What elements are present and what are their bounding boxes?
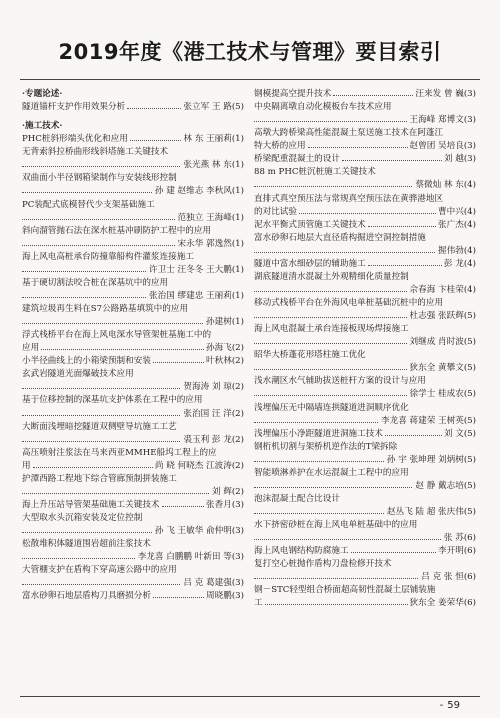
entry-authors: 刘 文(5) — [443, 428, 476, 439]
title-rule — [20, 79, 480, 80]
footer-rule — [20, 696, 480, 697]
leader-dots — [33, 460, 153, 468]
entry-title: PC装配式底模替代少支架基础施工 — [22, 199, 155, 210]
leader-dots — [368, 258, 442, 266]
index-entry — [254, 219, 476, 232]
entry-title: 大管棚支护在盾构下穿高速公路中的应用 — [22, 565, 177, 576]
index-entry — [22, 199, 244, 225]
page-number-dash: - — [439, 700, 444, 711]
entry-title: 钢桁机切割与架桥机逆作法的T梁拆除 — [254, 441, 398, 452]
index-entry — [254, 428, 476, 441]
entry-title: 海上风电混凝土承台连接板现场焊接施工 — [254, 324, 409, 335]
entry-title: 浅埋偏压无中隔墙连拱隧道进洞顺序优化 — [254, 402, 409, 413]
entry-authors: 林 东 王丽莉(1) — [183, 134, 244, 145]
index-entry — [254, 323, 476, 349]
entry-authors: 佘春海 卞桂荣(4) — [409, 284, 476, 295]
leader-dots — [254, 310, 407, 318]
entry-authors: 狄东全 黄攀文(5) — [409, 363, 476, 374]
leader-dots — [342, 153, 442, 161]
leader-dots — [385, 428, 442, 436]
leader-dots — [22, 551, 135, 559]
leader-dots — [22, 525, 152, 533]
entry-title: 昭华大桥蓬花形塔柱施工优化 — [254, 350, 366, 361]
entry-authors: 狄东全 姜荣华(6) — [409, 598, 476, 609]
leader-dots — [254, 336, 407, 344]
entry-authors: 杜志强 张跃辉(5) — [409, 311, 476, 322]
leader-dots — [308, 140, 408, 148]
entry-authors: 李开明(6) — [438, 546, 476, 557]
entry-authors: 蔡微灿 林 东(4) — [415, 180, 476, 191]
index-entry — [254, 558, 476, 584]
entry-title: 钢模提高空提升技术 — [254, 89, 332, 99]
entry-title: 基于硬切割法咬合桩在深基坑中的应用 — [22, 277, 169, 288]
index-entry — [254, 193, 476, 219]
entry-title: 海上升压站导管架基础施工关键技术 — [22, 499, 160, 510]
entry-authors: 李龙喜 蒋建荣 王树英(5) — [381, 415, 476, 426]
leader-dots — [299, 206, 436, 214]
entry-authors: 曹中兴(4) — [438, 206, 476, 217]
entry-authors: 刘 辉(2) — [211, 486, 244, 497]
entry-authors: 尚 晓 何晓杰 江波涛(2) — [154, 460, 244, 471]
entry-authors: 张香月(3) — [206, 499, 244, 510]
leader-dots — [130, 133, 182, 141]
index-entry — [254, 493, 476, 519]
entry-authors: 许卫士 汪冬冬 王大鹏(1) — [149, 264, 244, 275]
entry-title: 小半径曲线上的小箱梁预制和安装 — [22, 356, 151, 367]
index-entry — [254, 441, 476, 467]
entry-title: 应用 — [22, 343, 40, 354]
entry-title: 玄武岩隧道光面爆破技术应用 — [22, 369, 134, 380]
entry-authors: 孙海飞(2) — [206, 343, 244, 354]
leader-dots — [254, 362, 407, 370]
leader-dots — [22, 212, 175, 220]
entry-title: 水下挤密砂桩在海上风电单桩基础中的应用 — [254, 520, 418, 531]
index-entry — [22, 564, 244, 590]
entry-authors: 李龙喜 白鹏鹏 叶新田 等(3) — [137, 552, 244, 563]
entry-authors: 贺海涛 刘 琼(2) — [183, 382, 244, 393]
left-column — [22, 88, 244, 603]
leader-dots — [254, 415, 378, 423]
index-entry — [254, 153, 476, 166]
index-entry — [22, 394, 244, 420]
leader-dots — [22, 264, 146, 272]
leader-dots — [254, 454, 384, 462]
leader-dots — [22, 290, 146, 298]
index-entry — [22, 447, 244, 473]
entry-authors: 握伟勃(4) — [438, 245, 476, 256]
leader-dots — [22, 185, 152, 193]
entry-authors: 孙建树(1) — [206, 317, 244, 328]
entry-authors: 汪来发 曾 巍(3) — [415, 89, 476, 99]
index-entry — [254, 402, 476, 428]
index-entry — [22, 355, 244, 368]
entry-title: 斜向溜管抛石法在深水桩基冲刷防护工程中的应用 — [22, 225, 212, 236]
entry-title: 海上风电高桩承台防撞靠船构件灌浆连接施工 — [22, 251, 194, 262]
leader-dots — [22, 159, 180, 167]
entry-authors: 彭 龙(4) — [443, 258, 476, 269]
entry-authors: 张广杰(4) — [438, 219, 476, 230]
entry-title: 大型取水头沉箱安装及定位控制 — [22, 513, 143, 523]
index-entry — [254, 101, 476, 127]
entry-title: 直排式真空预压法与常规真空预压法在黄骅港地区 — [254, 193, 444, 204]
index-entry — [22, 368, 244, 394]
index-entry — [22, 421, 244, 447]
leader-dots — [162, 499, 205, 507]
leader-dots — [254, 388, 407, 396]
leader-dots — [333, 88, 413, 96]
page-title: 2019年度《港工技术与管理》要目索引 — [58, 40, 442, 64]
entry-title: 海上风电钢结构防腐施工 — [254, 546, 349, 557]
leader-dots — [254, 284, 407, 292]
leader-dots — [153, 355, 204, 363]
entry-title: 复打空心桩抛作盾构刀盘检修开技术 — [254, 559, 392, 570]
entry-title: 基于位移控制的深基坑支护体系在工程中的应用 — [22, 395, 203, 406]
entry-title: 泡沫混凝土配合比设计 — [254, 493, 340, 504]
index-entry — [254, 258, 476, 271]
index-entry — [254, 166, 476, 192]
index-entry — [254, 297, 476, 323]
entry-authors: 王海峰 郑博文(3) — [409, 115, 476, 126]
entry-title: 双曲面小半径钢箱梁制作与安装线形控制 — [22, 173, 177, 184]
index-entry — [254, 519, 476, 545]
leader-dots — [22, 434, 180, 442]
leader-dots — [41, 342, 204, 350]
index-entry — [22, 277, 244, 303]
entry-title: 浅埋偏压小净距隧道进洞施工技术 — [254, 428, 383, 439]
index-entry — [254, 232, 476, 258]
page-number-value: 59 — [447, 700, 460, 711]
entry-title: 高墩大跨桥梁高性能混凝土泵送施工技术在阿蓬江 — [254, 128, 444, 139]
leader-dots — [127, 101, 181, 109]
entry-authors: 吕 克 张 恒(6) — [421, 572, 476, 583]
index-entry — [22, 499, 244, 512]
entry-authors: 范独立 王海峰(1) — [177, 212, 244, 223]
index-entry — [254, 127, 476, 153]
entry-title: 88 m PHC桩沉桩施工关键技术 — [254, 167, 376, 178]
entry-authors: 周晓鹏(3) — [206, 591, 244, 602]
entry-title: 湖底隧道清水混凝土外观精细化质量控制 — [254, 271, 409, 282]
index-entry — [22, 329, 244, 355]
leader-dots — [22, 486, 209, 494]
entry-title: 大断面浅埋暗挖隧道双侧壁导坑施工工艺 — [22, 421, 177, 432]
entry-authors: 张 苏(6) — [443, 533, 476, 544]
index-entry — [254, 88, 476, 101]
leader-dots — [254, 532, 441, 540]
leader-dots — [254, 245, 435, 253]
entry-authors: 宋永华 郭逸然(1) — [177, 238, 244, 249]
leader-dots — [265, 597, 408, 605]
entry-authors: 刘 越(3) — [443, 154, 476, 165]
entry-title: 智能喷淋养护在水运混凝土工程中的应用 — [254, 467, 409, 478]
index-entry — [22, 133, 244, 146]
entry-authors: 孙 飞 王敏华 俞仲明(3) — [154, 526, 244, 537]
index-entry — [254, 349, 476, 375]
index-entry — [22, 473, 244, 499]
leader-dots — [254, 480, 412, 488]
index-entry — [254, 271, 476, 297]
leader-dots — [22, 381, 180, 389]
entry-title: 松散堆积体隧道围岩超前注浆技术 — [22, 539, 151, 550]
section-heading: ·施工技术· — [22, 121, 63, 132]
entry-title: 无背索斜拉桥曲形线斜塔施工关键技术 — [22, 147, 169, 158]
entry-authors: 吕 克 葛建强(3) — [183, 578, 244, 589]
leader-dots — [254, 114, 407, 122]
entry-authors: 张治国 缪建忠 王丽莉(1) — [149, 290, 244, 301]
index-entry — [22, 225, 244, 251]
entry-title: 泥水平衡式顶管施工关键技术 — [254, 219, 366, 230]
entry-title: 护潭西路工程地下综合管廊预制拼装施工 — [22, 473, 177, 484]
entry-authors: 裘玉利 彭 龙(2) — [183, 434, 244, 445]
entry-authors: 叶秋林(2) — [206, 356, 244, 367]
index-entry — [22, 172, 244, 198]
entry-authors: 徐学士 桂成农(5) — [409, 389, 476, 400]
entry-authors: 张立军 王 路(5) — [183, 102, 244, 113]
leader-dots — [368, 219, 436, 227]
index-entry — [22, 101, 244, 114]
section-heading: ·专题论述· — [22, 89, 63, 99]
entry-authors: 张光燕 林 东(1) — [183, 160, 244, 171]
entry-title: 浅水潮区水气辅助拔送桩杆方案的设计与应用 — [254, 376, 426, 387]
index-entry — [22, 590, 244, 603]
entry-authors: 张治国 汪 洋(2) — [183, 408, 244, 419]
leader-dots — [153, 590, 204, 598]
entry-title: 特大桥的应用 — [254, 141, 306, 152]
page-number — [440, 700, 460, 711]
entry-authors: 孙 建 赵维志 李秋风(1) — [154, 186, 244, 197]
index-entry — [22, 512, 244, 538]
entry-title: 隧道中富水细砂层的辅助施工 — [254, 258, 366, 269]
leader-dots — [22, 238, 175, 246]
entry-authors: 刘继成 肖时波(5) — [409, 337, 476, 348]
index-entry — [254, 467, 476, 493]
entry-title: 建筑垃圾再生料在S7公路路基填筑中的应用 — [22, 304, 189, 314]
entry-title: 的对比试验 — [254, 206, 297, 217]
entry-title: 隧道锚杆支护作用效果分析 — [22, 102, 126, 113]
entry-title: 移动式栈桥平台在外海风电单桩基础沉桩中的应用 — [254, 298, 444, 308]
index-entry — [254, 545, 476, 558]
entry-title: 高压喷射注浆法在马来西亚MMHE船坞工程上的应 — [22, 447, 217, 458]
entry-title: 桥梁配重混凝土的设计 — [254, 154, 340, 165]
index-entry — [254, 375, 476, 401]
index-entry — [22, 251, 244, 277]
entry-authors: 孙 宇 张坤理 刘炳树(5) — [386, 454, 476, 465]
leader-dots — [351, 545, 436, 553]
entry-title: 钢－STC轻型组合桥面超高韧性混凝土层铺装施 — [254, 585, 436, 596]
leader-dots — [254, 506, 384, 514]
entry-title: 用 — [22, 460, 31, 471]
entry-authors: 赵 静 戴志培(5) — [415, 480, 476, 491]
leader-dots — [22, 408, 180, 416]
index-entry — [22, 146, 244, 172]
entry-title: PHC桩斜形端头优化和应用 — [22, 134, 128, 145]
leader-dots — [254, 571, 418, 579]
entry-authors: 赵曾团 吴培良(3) — [409, 141, 476, 152]
entry-title: 浮式栈桥平台在海上风电深水导管架桩基施工中的 — [22, 330, 212, 341]
index-entry — [22, 303, 244, 329]
leader-dots — [22, 577, 180, 585]
right-column — [254, 88, 476, 611]
entry-title: 富水砂卵石地层大直径盾构掘进空洞控制措施 — [254, 232, 426, 243]
index-entry — [22, 538, 244, 564]
leader-dots — [22, 316, 203, 324]
leader-dots — [254, 179, 412, 187]
entry-title: 工 — [254, 598, 263, 609]
entry-title: 富水砂卵石地层盾构刀具磨损分析 — [22, 591, 151, 602]
entry-authors: 赵丛飞 陆 超 张庆伟(5) — [386, 507, 476, 517]
index-entry — [254, 584, 476, 610]
entry-title: 中央隔离墩自动化模板台车技术应用 — [254, 102, 392, 113]
